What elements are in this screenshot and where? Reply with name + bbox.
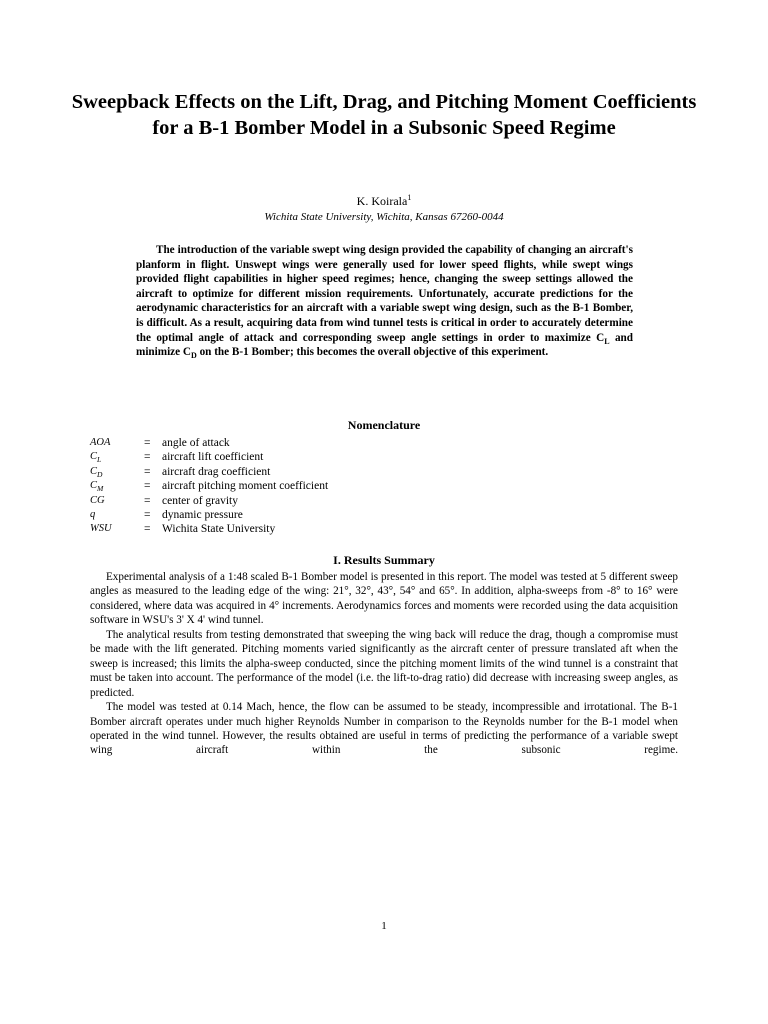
paper-title: Sweepback Effects on the Lift, Drag, and Pitching Moment Coefficients for a B-1 Bomber Model in a Subsonic Speed Regime (71, 91, 697, 139)
nomenclature-list (90, 436, 510, 537)
body-paragraph: The model was tested at 0.14 Mach, hence, the flow can be assumed to be steady, incompressible and irrotational. The B-1 Bomber aircraft operates under much higher Reynolds Number in comparison to the Reynolds number for the B-1 model when operated in the wind tunnel. However, the results obtained are useful in terms of predicting the performance of a variable swept wing aircraft within the subsonic regime. (90, 701, 678, 757)
nomenclature-entry (90, 494, 510, 508)
results-summary-heading: I. Results Summary (333, 553, 435, 567)
nomenclature-entry (90, 479, 510, 493)
equals-sign: = (144, 523, 151, 536)
body-paragraph: The analytical results from testing demonstrated that sweeping the wing back will reduce the drag, though a compromise must be made with the lift generated. Pitching moments varied significantly as the aircraft center of pressure translated aft when the sweep is increased; this limits the alpha-sweep conducted, since the pitching moment limits of the wind tunnel is a constraint that must be taken into account. The performance of the model (i.e. the lift-to-drag ratio) did decrease with increasing sweep angles, as predicted. (90, 628, 678, 699)
equals-sign: = (144, 480, 151, 493)
abstract-paragraph: The introduction of the variable swept wing design provided the capability of changing an aircraft's planform in flight. Unswept wings were generally used for lower speed flights, while swept wings provided flight capabilities in higher speed regimes; hence, changing the sweep settings allowed the aircraft to optimize for different mission requirements. Unfortunately, accurate predictions for the aerodynamic characteristics for an aircraft with a variable swept wing design, such as the B-1 Bomber, is difficult. As a result, acquiring data from wind tunnel tests is critical in order to accurately determine the optimal angle of attack and corresponding sweep angle settings in order to maximize $C_L$ and minimize $C_D$ on the B-1 Bomber; this becomes the overall objective of this experiment. (136, 244, 634, 361)
author-footnote-marker: 1 (407, 193, 412, 202)
nomenclature-symbol: WSU (90, 523, 112, 535)
nomenclature-symbol: q (90, 508, 96, 520)
nomenclature-symbol: AOA (90, 437, 111, 448)
page-number: 1 (381, 920, 387, 932)
equals-sign: = (144, 451, 151, 464)
nomenclature-symbol: $C_D$ (90, 465, 103, 479)
nomenclature-definition: aircraft drag coefficient (162, 465, 271, 478)
body-paragraph: Experimental analysis of a 1:48 scaled B-1 Bomber model is presented in this report. The model was tested at 5 different sweep angles as measured to the leading edge of the wing: 21°, 32°, 43°, 54° and 65°. In addition, alpha-sweeps from -8° to 16° were considered, where data was acquired in 4° increments. Aerodynamics forces and moments were recorded using the data acquisition software in WSU's 3' X 4' wind tunnel. (90, 571, 678, 627)
nomenclature-entry (90, 436, 510, 450)
nomenclature-definition: center of gravity (162, 494, 238, 507)
nomenclature-symbol: $C_L$ (90, 451, 102, 465)
nomenclature-entry (90, 508, 510, 522)
author-name: K. Koirala (356, 194, 408, 208)
nomenclature-definition: aircraft pitching moment coefficient (162, 480, 329, 493)
nomenclature-heading: Nomenclature (347, 418, 421, 432)
nomenclature-entry (90, 522, 510, 536)
equals-sign: = (144, 494, 151, 507)
abstract (136, 243, 633, 360)
author-line (0, 194, 768, 209)
equals-sign: = (144, 437, 151, 449)
affiliation: Wichita State University, Wichita, Kansas 67260-0044 (264, 211, 504, 223)
equals-sign: = (144, 465, 151, 478)
nomenclature-definition: aircraft lift coefficient (162, 451, 264, 464)
nomenclature-symbol: $C_M$ (90, 480, 104, 494)
nomenclature-entry (90, 450, 510, 464)
nomenclature-definition: Wichita State University (162, 523, 276, 536)
nomenclature-entry (90, 465, 510, 479)
equals-sign: = (144, 508, 151, 521)
nomenclature-definition: angle of attack (162, 437, 230, 449)
results-summary-body (90, 570, 678, 758)
nomenclature-definition: dynamic pressure (162, 508, 243, 521)
nomenclature-symbol: CG (90, 494, 105, 506)
